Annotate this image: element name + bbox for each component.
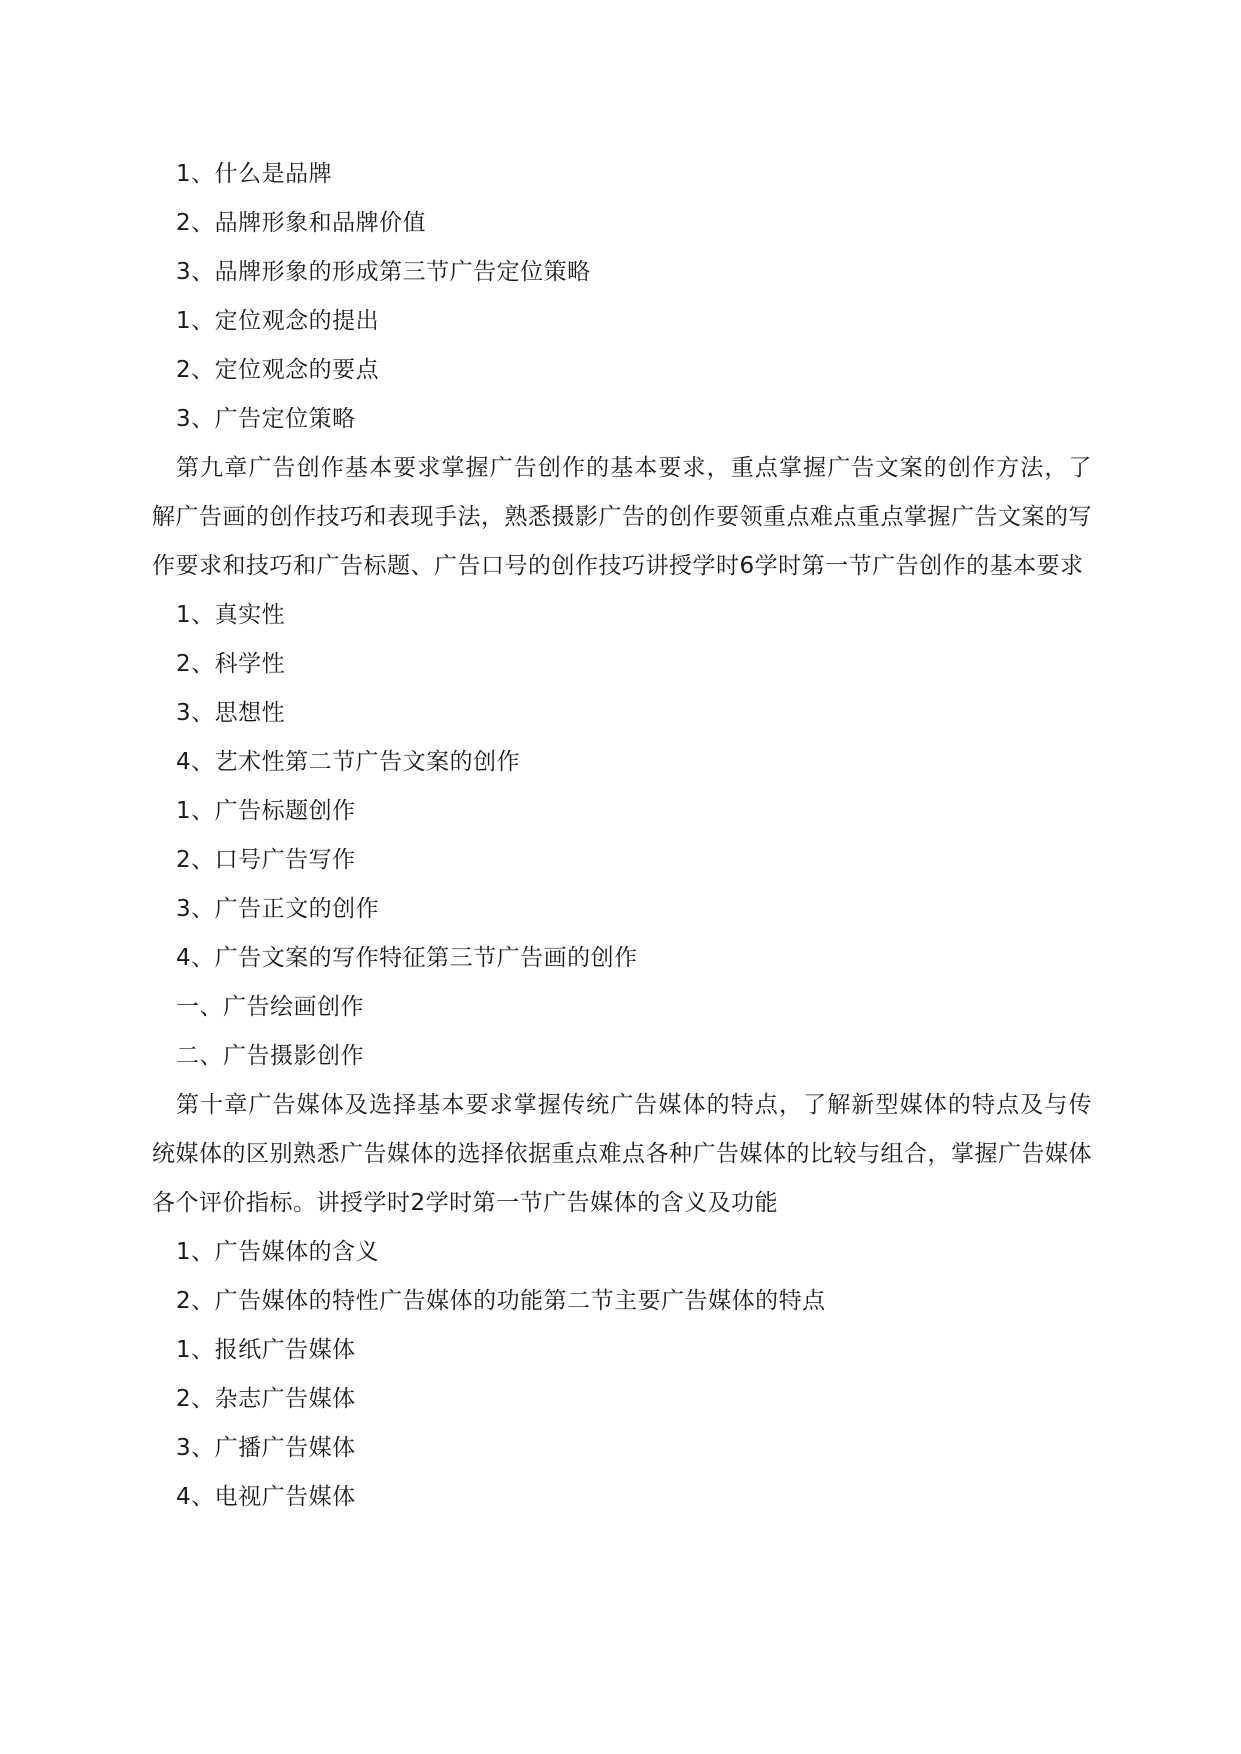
list-item: 3、广告定位策略 <box>176 406 356 432</box>
chapter-10-paragraph: 第十章广告媒体及选择基本要求掌握传统广告媒体的特点，了解新型媒体的特点及与传统媒体的区别熟悉广告媒体的选择依据重点难点各种广告媒体的比较与组合，掌握广告媒体各个评价指标。讲授学时2学时第一节广告媒体的含义及功能 <box>152 1092 1092 1216</box>
list-item: 3、广告正文的创作 <box>176 896 380 922</box>
list-item: 4、艺术性第二节广告文案的创作 <box>176 749 521 775</box>
list-item: 4、电视广告媒体 <box>176 1484 356 1510</box>
list-item: 2、广告媒体的特性广告媒体的功能第二节主要广告媒体的特点 <box>176 1288 826 1314</box>
list-item: 2、品牌形象和品牌价值 <box>176 210 427 236</box>
list-item: 2、定位观念的要点 <box>176 357 380 383</box>
list-item: 2、科学性 <box>176 651 286 677</box>
list-item: 一、广告绘画创作 <box>176 994 364 1020</box>
list-item: 1、广告标题创作 <box>176 798 356 824</box>
list-item: 3、品牌形象的形成第三节广告定位策略 <box>176 259 591 285</box>
list-item: 1、报纸广告媒体 <box>176 1337 356 1363</box>
list-item: 1、什么是品牌 <box>176 161 333 187</box>
chapter-9-paragraph: 第九章广告创作基本要求掌握广告创作的基本要求，重点掌握广告文案的创作方法，了解广告画的创作技巧和表现手法，熟悉摄影广告的创作要领重点难点重点掌握广告文案的写作要求和技巧和广告标题、广告口号的创作技巧讲授学时6学时第一节广告创作的基本要求 <box>152 455 1092 579</box>
list-item: 2、杂志广告媒体 <box>176 1386 356 1412</box>
list-item: 4、广告文案的写作特征第三节广告画的创作 <box>176 945 638 971</box>
list-item: 1、广告媒体的含义 <box>176 1239 380 1265</box>
list-item: 2、口号广告写作 <box>176 847 356 873</box>
list-item: 3、思想性 <box>176 700 286 726</box>
list-item: 1、定位观念的提出 <box>176 308 380 334</box>
list-item: 1、真实性 <box>176 602 286 628</box>
list-item: 二、广告摄影创作 <box>176 1043 364 1069</box>
document-body <box>152 150 1092 1522</box>
list-item: 3、广播广告媒体 <box>176 1435 356 1461</box>
